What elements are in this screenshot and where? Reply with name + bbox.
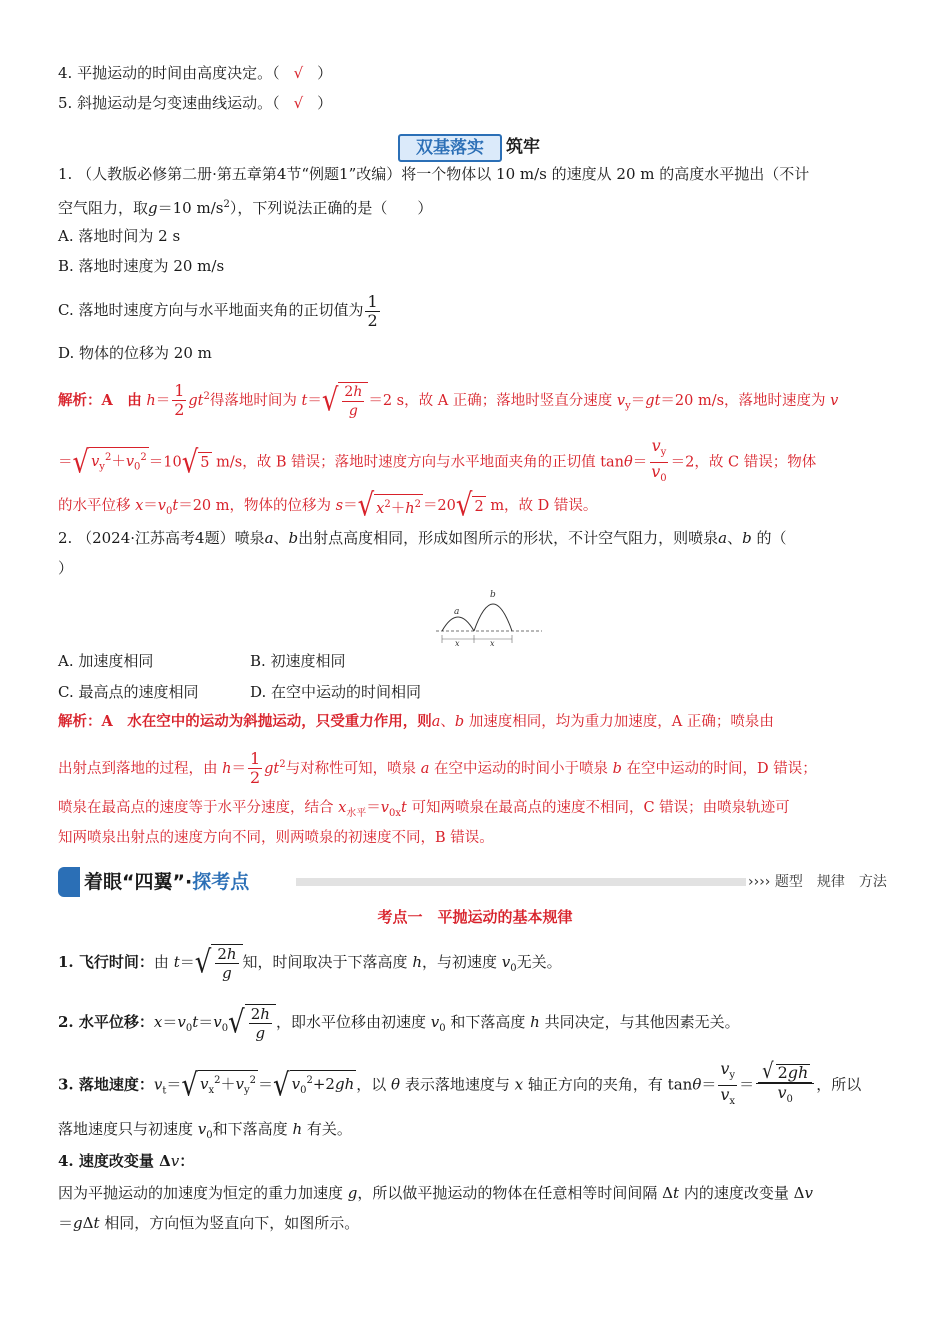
fig-label-x2: x — [490, 639, 495, 647]
topic-title: 考点一 平抛运动的基本规律 — [377, 908, 573, 926]
section-header — [58, 865, 888, 899]
point-4-heading: 4. 速度改变量 Δv： — [58, 1152, 195, 1170]
point-3-line2: 落地速度只与初速度 $v_0$和下落高度 h 有关。 — [58, 1120, 352, 1141]
q1-solution-line2: ＝ √ $v_y^2+v_0^2$ ＝10 √ 5 m/s，故 B 错误；落地时速度方向与水平地面夹角的正切值 tanθ＝ $\frac{v_y}{v_0}$ ＝2，故 C 错误；物体 — [58, 436, 817, 485]
fig-label-x1: x — [455, 639, 460, 647]
banner-tail: 筑牢 — [506, 137, 540, 157]
fig-label-a: a — [454, 607, 460, 617]
point-2: 2. 水平位移：$x=v_0t=v_0$ √ $\frac{2h}{g}$ ，即水平位移由初速度 $v_0$ 和下落高度 h 共同决定，与其他因素无关。 — [58, 1005, 740, 1042]
q1-option-a: A. 落地时间为 2 s — [58, 227, 181, 245]
q1-option-c: C. 落地时速度方向与水平地面夹角的正切值为 $\frac{1}{2}$ — [58, 291, 378, 330]
q2-solution-line3: 喷泉在最高点的速度等于水平分速度，结合 $x_{水平}=v_{0x}t$ 可知两喷泉在最高点的速度不相同，C 错误；由喷泉轨迹可 — [58, 800, 790, 819]
point-1: 1. 飞行时间：由 t＝ √ $\frac{2h}{g}$ 知，时间取决于下落高度 h，与初速度 $v_0$无关。 — [58, 945, 562, 982]
point-3: 3. 落地速度：$v_t=$ √ $v_x^2+v_y^2$ ＝ √ $v_0^2+2gh$ ，以 θ 表示落地速度与 x 轴正方向的夹角，有 tanθ＝ $\frac{v_y}{v_x}$ ＝ √ 2gh $v_0$ ，所以 — [58, 1058, 862, 1108]
q2-stem-line1: 2. （2024·江苏高考4题）喷泉a、b出射点高度相同，形成如图所示的形状，不计空气阻力，则喷泉a、b 的（ — [58, 529, 787, 547]
q1-stem-line1: 1. （人教版必修第二册·第五章第4节“例题1”改编）将一个物体以 10 m/s 的速度从 20 m 的高度水平抛出（不计 — [58, 165, 810, 183]
section-banner-basics — [398, 132, 558, 160]
q1-stem-line2: 空气阻力，取g＝10 $m/s^2$），下列说法正确的是（ ） — [58, 199, 433, 217]
point-4-line2: ＝gΔt 相同，方向恒为竖直向下，如图所示。 — [58, 1214, 360, 1232]
q2-stem-line2: ） — [58, 559, 74, 577]
banner-label: 双基落实 — [398, 134, 502, 162]
q1-option-d: D. 物体的位移为 20 m — [58, 344, 212, 362]
section-title: 着眼“四翼”·探考点 — [84, 871, 250, 893]
q2-solution-line4: 知两喷泉出射点的速度方向不同，则两喷泉的初速度不同，B 错误。 — [58, 830, 494, 846]
q2-options-row2: C. 最高点的速度相同 D. 在空中运动的时间相同 — [58, 683, 422, 701]
q1-solution-line3: 的水平位移 $x=v_0t=20$ m，物体的位移为 s＝ √ $x^2+h^2$ ＝20 √ 2 m，故 D 错误。 — [58, 488, 598, 524]
section-bar — [296, 878, 746, 886]
q2-solution-line2: 出射点到落地的过程，由 h＝ $\frac{1}{2}$ $gt^2$与对称性可知，喷泉 a 在空中运动的时间小于喷泉 b 在空中运动的时间，D 错误； — [58, 749, 817, 788]
q1-solution-line1: 解析：A 由 h＝ $\frac{1}{2}$ $gt^2$得落地时间为 t＝ √ $\frac{2h}{g}$ ＝2 s，故 A 正确；落地时竖直分速度 $v_y=gt=20$ m/s，落地时速度为 v — [58, 381, 839, 420]
fig-label-b: b — [490, 590, 496, 600]
judge-item-4: 4. 平抛运动的时间由高度决定。（ √ ） — [58, 64, 333, 82]
fountain-figure — [436, 585, 542, 647]
q2-solution-line1: 解析：A 水在空中的运动为斜抛运动，只受重力作用，则a、b 加速度相同，均为重力加速度，A 正确；喷泉由 — [58, 713, 774, 730]
point-4-line1: 因为平抛运动的加速度为恒定的重力加速度 g，所以做平抛运动的物体在任意相等时间间隔 Δt 内的速度改变量 Δv — [58, 1184, 813, 1202]
q1-option-b: B. 落地时速度为 20 m/s — [58, 257, 225, 275]
section-marker — [58, 867, 80, 897]
q2-options-row1: A. 加速度相同 B. 初速度相同 — [58, 652, 346, 670]
judge-item-5: 5. 斜抛运动是匀变速曲线运动。（ √ ） — [58, 94, 333, 112]
section-tags: ›››› 题型 规律 方法 — [748, 874, 887, 890]
